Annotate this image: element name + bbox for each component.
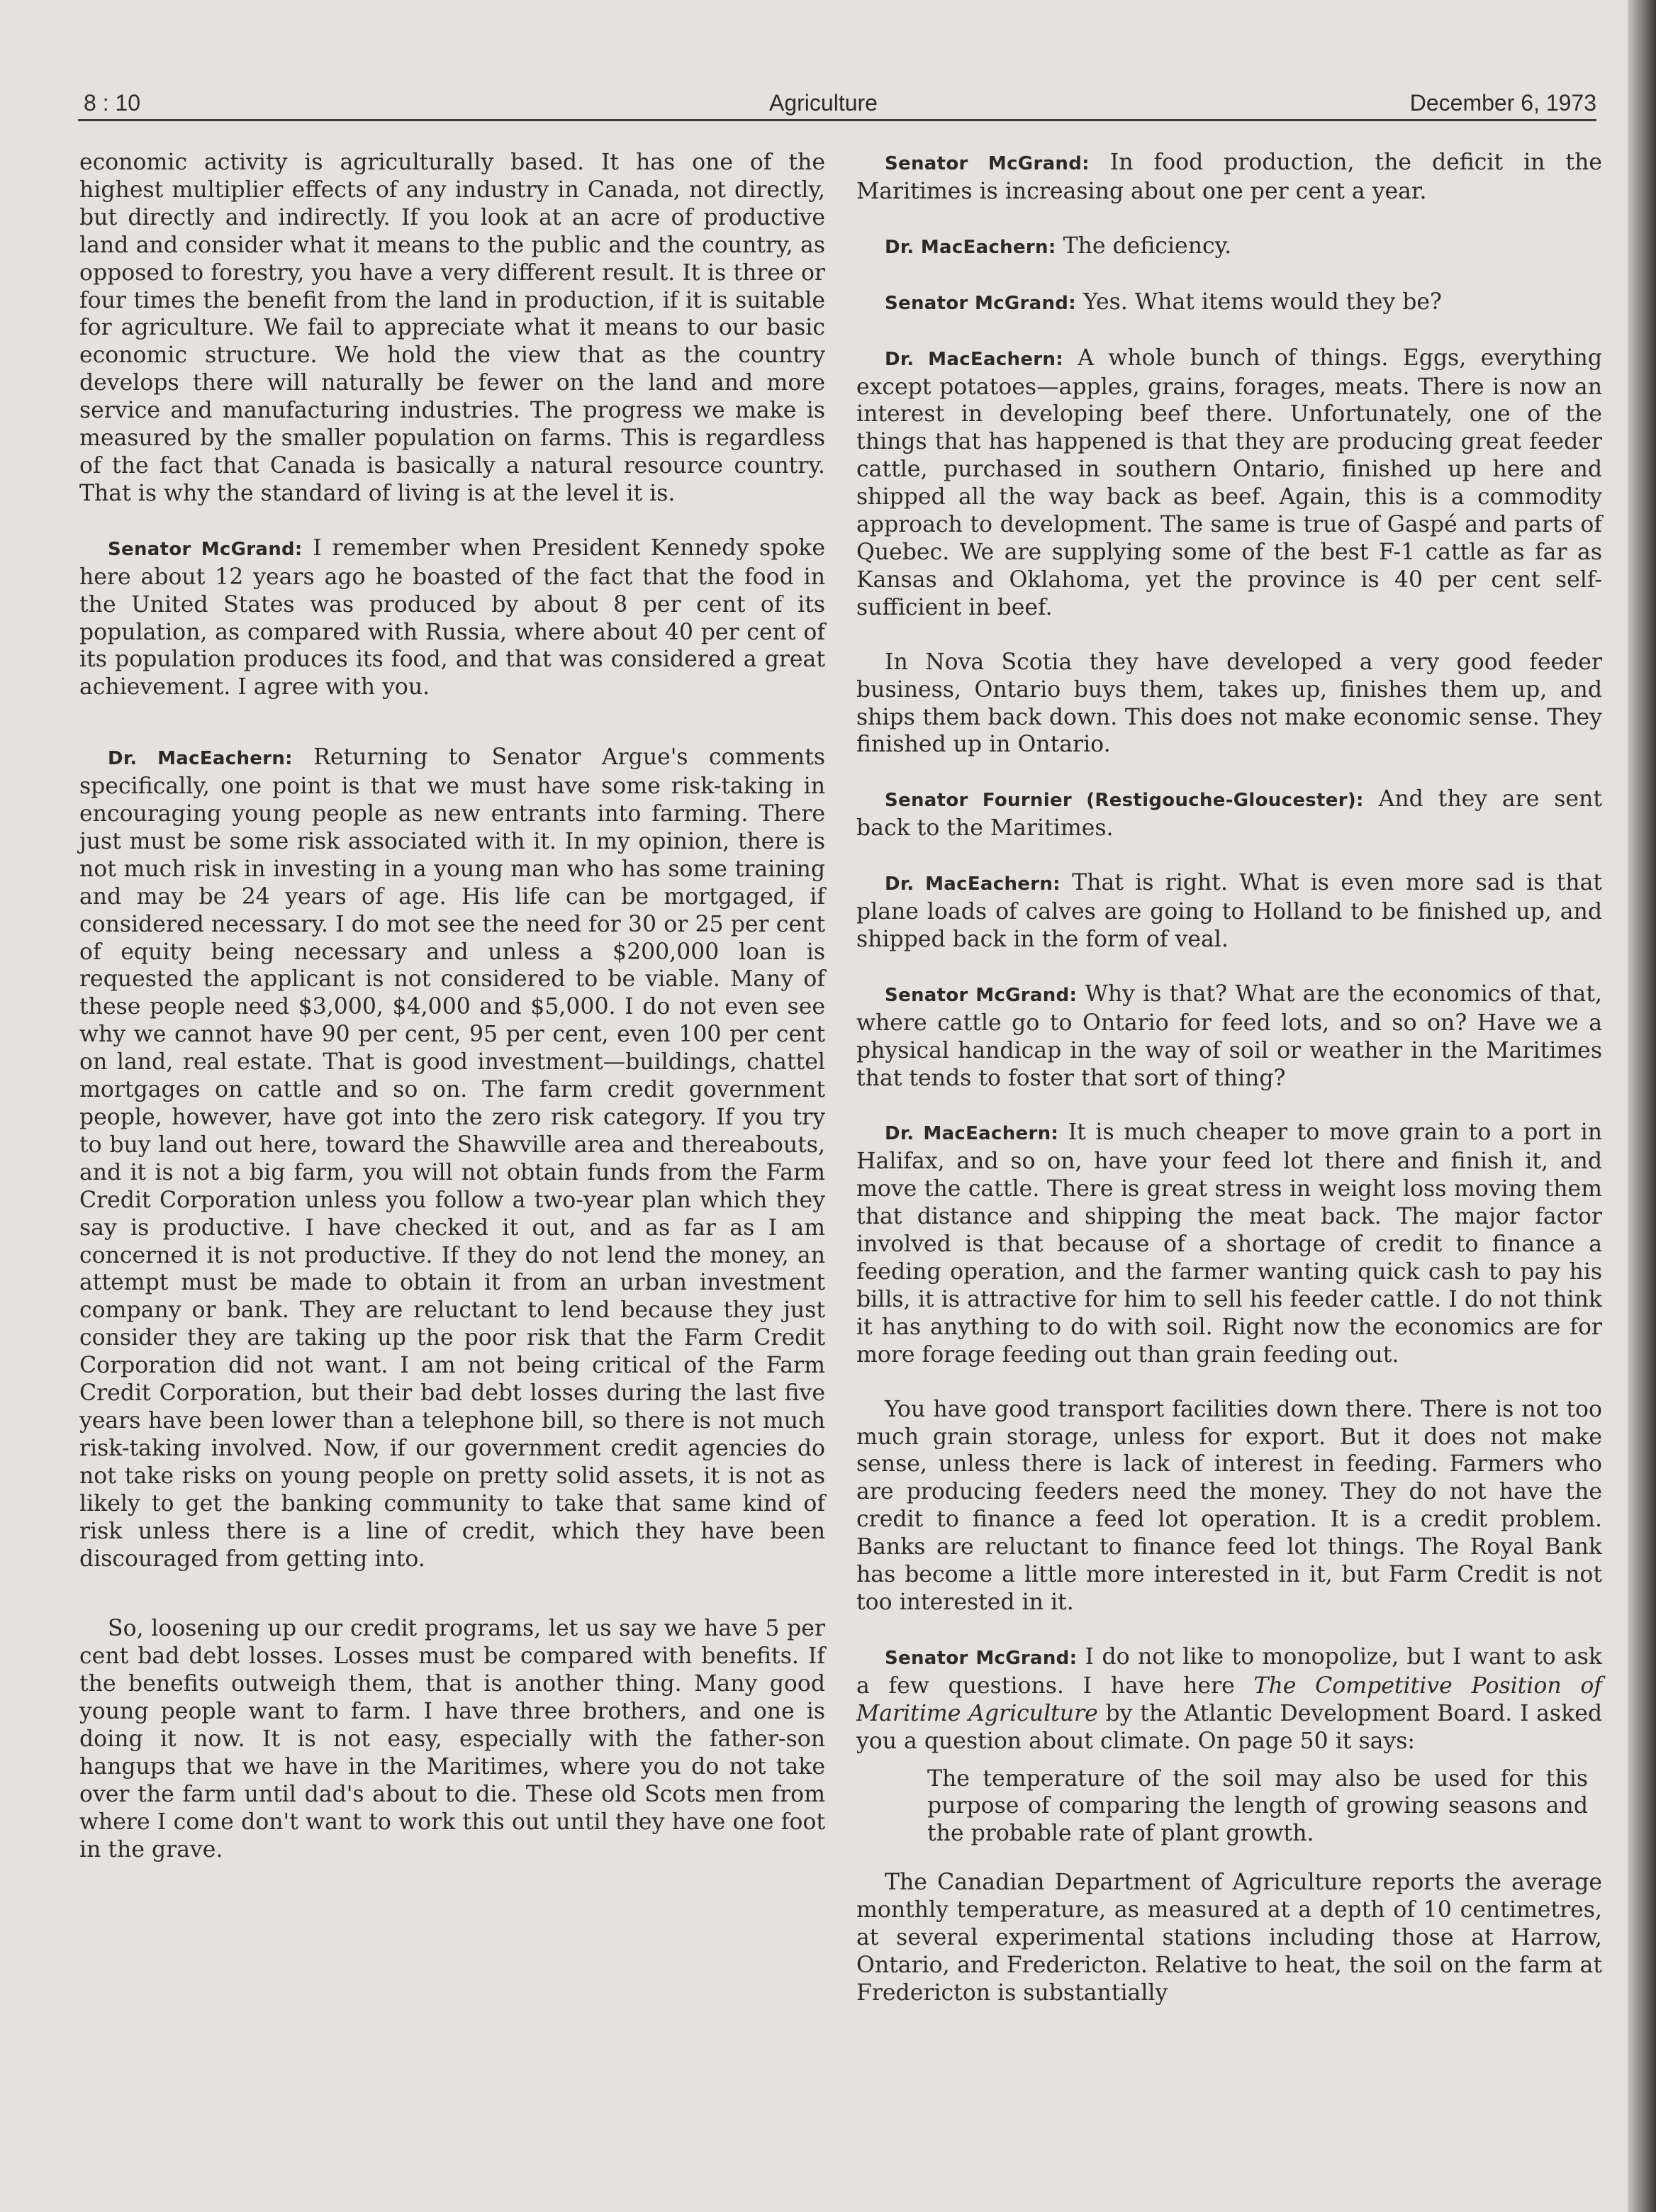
page-binding-edge (1628, 0, 1656, 2212)
paragraph (856, 233, 1602, 262)
paragraph (79, 744, 825, 1573)
paragraph (856, 289, 1602, 318)
paragraph (79, 149, 825, 508)
paragraph (79, 535, 825, 701)
speaker-name: Dr. MacEachern: (885, 1123, 1059, 1145)
speaker-name: Senator McGrand: (885, 984, 1078, 1006)
paragraph-text: The deficiency. (1063, 233, 1232, 259)
paragraph-text: The Canadian Department of Agriculture reports the average monthly temperature, as measured at a depth of 10 centimetres, at several experimental stations including those at Harrow, Ontario, and Fredericton. Relative to heat, the soil on the farm at Fredericton is substantially (856, 1870, 1602, 2006)
paragraph-text: You have good transport facilities down there. There is not too much grain storage, unless for export. But it does not make sense, unless there is lack of interest in feeding. Farmers who are producing feeders need the money. They do not have the credit to finance a feed lot operation. It is a credit problem. Banks are reluctant to finance feed lot things. The Royal Bank has become a little more interested in it, but Farm Credit is not too interested in it. (856, 1396, 1602, 1615)
right-column (856, 149, 1602, 2034)
paragraph-text: Yes. What items would they be? (1082, 289, 1442, 315)
paragraph (856, 649, 1602, 759)
paragraph-text: economic activity is agriculturally based. It has one of the highest multiplier effects of any industry in Canada, not directly, but directly and indirectly. If you look at an acre of productive land and consider what it means to the public and the country, as opposed to forestry, you have a very different result. It is three or four times the benefit from the land in production, if it is suitable for agriculture. We fail to appreciate what it means to our basic economic structure. We hold the view that as the country develops there will naturally be fewer on the land and more service and manufacturing industries. The progress we make is measured by the smaller population on farms. This is regardless of the fact that Canada is basically a natural resource country. That is why the standard of living is at the level it is. (79, 150, 825, 506)
paragraph-text: Why is that? What are the economics of that, where cattle go to Ontario for feed lots, and so on? Have we a physical handicap in the way of soil or weather in the Maritimes that tends to foster that sort of thing? (856, 981, 1603, 1091)
section-title: Agriculture (769, 90, 878, 116)
paragraph (856, 981, 1602, 1093)
speaker-name: Senator McGrand: (885, 1647, 1078, 1669)
paragraph (856, 1396, 1602, 1616)
paragraph (79, 1615, 825, 1863)
page-header (78, 77, 1596, 121)
paragraph-text: by the Atlantic Development Board. I asked you a question about climate. On page 50 it says: (856, 1700, 1602, 1754)
speaker-name: Dr. MacEachern: (885, 348, 1063, 370)
paragraph (856, 869, 1602, 954)
speaker-name: Dr. MacEachern: (108, 748, 293, 770)
speaker-name: Senator McGrand: (108, 538, 303, 560)
speaker-name: Senator Fournier (Restigouche-Gloucester): (885, 790, 1364, 812)
paragraph (856, 1643, 1602, 1755)
speaker-name: Dr. MacEachern: (885, 873, 1061, 895)
paragraph-text: I do not like to monopolize, but I want to ask a few questions. I have here (856, 1643, 1602, 1699)
book-title: The Competitive Position of Maritime Agriculture (856, 1672, 1602, 1726)
paragraph-text: That is right. What is even more sad is that plane loads of calves are going to Holland to be finished up, and shipped back in the form of veal. (856, 870, 1603, 952)
paragraph (856, 149, 1602, 206)
paragraph (856, 786, 1602, 842)
paragraph-text: It is much cheaper to move grain to a port in Halifax, and so on, have your feed lot there and finish it, and move the cattle. There is great stress in weight loss moving them that distance and shipping the meat back. The major factor involved is that because of a shortage of credit to finance a feeding operation, and the farmer wanting quick cash to pay his bills, it is attractive for him to sell his feeder cattle. I do not think it has anything to do with soil. Right now the economics are for more forage feeding out than grain feeding out. (856, 1119, 1603, 1368)
paragraph-text: In Nova Scotia they have developed a very good feeder business, Ontario buys them, takes up, finishes them up, and ships them back down. This does not make economic sense. They finished up in Ontario. (856, 649, 1602, 758)
paragraph-text: I remember when President Kennedy spoke here about 12 years ago he boasted of the fact that the food in the United States was produced by about 8 per cent of its population, as compared with Russia, where about 40 per cent of its population produces its food, and that was considered a great achievement. I agree with you. (79, 535, 826, 700)
paragraph-text: So, loosening up our credit programs, let us say we have 5 per cent bad debt losses. Losses must be compared with benefits. If the benefits outweigh them, that is another thing. Many good young people want to farm. I have three brothers, and one is doing it now. It is not easy, especially with the father-son hangups that we have in the Maritimes, where you do not take over the farm until dad's about to die. These old Scots men from where I come don't want to work this out until they have one foot in the grave. (79, 1616, 825, 1862)
paragraph (856, 1869, 1602, 2007)
paragraph-text: In food production, the deficit in the Maritimes is increasing about one per cent a year. (856, 150, 1602, 204)
header-date: December 6, 1973 (1409, 90, 1596, 116)
paragraph-text: And they are sent back to the Maritimes. (856, 786, 1603, 842)
paragraph-text: A whole bunch of things. Eggs, everything except potatoes—apples, grains, forages, meats. There is now an interest in developing beef there. Unfortunately, one of the things that has happened is that they are producing great feeder cattle, purchased in southern Ontario, finished up here and shipped all the way back as beef. Again, this is a commodity approach to development. The same is true of Gaspé and parts of Quebec. We are supplying some of the best F-1 cattle as far as Kansas and Oklahoma, yet the province is 40 per cent self-sufficient in beef. (856, 345, 1603, 620)
left-column (79, 149, 825, 1891)
speaker-name: Senator McGrand: (885, 153, 1090, 174)
paragraph (856, 345, 1602, 622)
paragraph-text: Returning to Senator Argue's comments specifically, one point is that we must have some risk-taking in encouraging young people as new entrants into farming. There just must be some risk associated with it. In my opinion, there is not much risk in investing in a young man who has some training and may be 24 years of age. His life can be mortgaged, if considered necessary. I do mot see the need for 30 or 25 per cent of equity being necessary and unless a $200,000 loan is requested the applicant is not considered to be viable. Many of these people need $3,000, $4,000 and $5,000. I do not even see why we cannot have 90 per cent, 95 per cent, even 100 per cent on land, real estate. That is good investment—buildings, chattel mortgages on cattle and so on. The farm credit government people, however, have got into the zero risk category. If you try to buy land out here, toward the Shawville area and thereabouts, and it is not a big farm, you will not obtain funds from the Farm Credit Corporation unless you follow a two-year plan which they say is productive. I have checked it out, and as far as I am concerned it is not productive. If they do not lend the money, an attempt must be made to obtain it from an urban investment company or bank. They are reluctant to lend because they just consider they are taking up the poor risk that the Farm Credit Corporation did not want. I am not being critical of the Farm Credit Corporation, but their bad debt losses during the last five years have been lower than a telephone bill, so there is not much risk-taking involved. Now, if our government credit agencies do not take risks on young people on pretty solid assets, it is not as likely to get the banking community to take that same kind of risk unless there is a line of credit, which they have been discouraged from getting into. (79, 744, 825, 1572)
page-number: 8 : 10 (84, 90, 141, 116)
paragraph (856, 1119, 1602, 1368)
speaker-name: Dr. MacEachern: (885, 236, 1056, 258)
speaker-name: Senator McGrand: (885, 292, 1076, 314)
block-quote (856, 1765, 1602, 1848)
quote-text: The temperature of the soil may also be used for this purpose of comparing the length of growing seasons and the probable rate of plant growth. (927, 1765, 1588, 1847)
